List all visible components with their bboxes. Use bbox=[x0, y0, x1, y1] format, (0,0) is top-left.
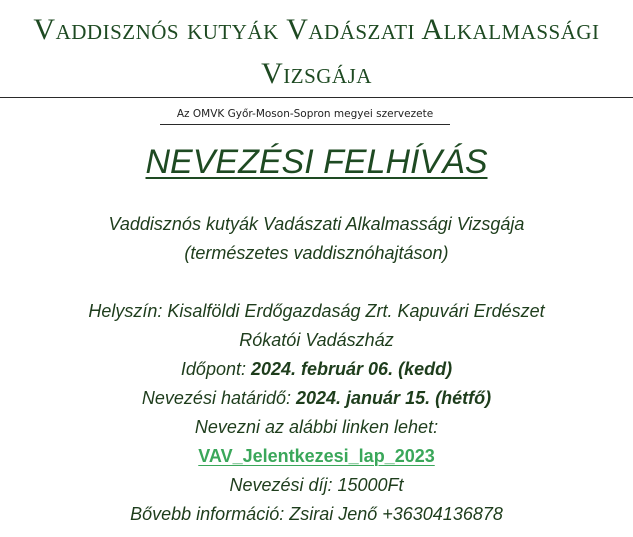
entry-deadline bbox=[0, 384, 633, 413]
registration-link-row bbox=[0, 442, 633, 471]
exam-note: (természetes vaddisznóhajtáson) bbox=[184, 243, 449, 263]
contact-info: Bővebb információ: Zsirai Jenő +36304136878 bbox=[130, 504, 503, 524]
location-line-1: Helyszín: Kisalföldi Erdőgazdaság Zrt. Kapuvári Erdészet bbox=[88, 301, 545, 321]
exam-description bbox=[0, 210, 633, 268]
entry-fee: Nevezési díj: 15000Ft bbox=[229, 475, 404, 495]
event-date-label: Időpont: bbox=[180, 359, 251, 379]
site-tagline bbox=[160, 104, 450, 125]
entry-deadline-value: 2024. január 15. (hétfő) bbox=[296, 388, 492, 408]
site-tagline-text: Az OMVK Győr-Moson-Sopron megyei szervezete bbox=[176, 108, 434, 120]
exam-name: Vaddisznós kutyák Vadászati Alkalmassági Vizsgája bbox=[108, 214, 525, 234]
site-title-line-1[interactable]: Vaddisznós kutyák Vadászati Alkalmassági bbox=[33, 13, 600, 46]
registration-form-link[interactable]: VAV_Jelentkezesi_lap_2023 bbox=[198, 446, 435, 466]
registration-intro: Nevezni az alábbi linken lehet: bbox=[194, 417, 439, 437]
event-details bbox=[0, 297, 633, 529]
event-date-value: 2024. február 06. (kedd) bbox=[250, 359, 453, 379]
site-title[interactable] bbox=[0, 8, 633, 96]
location-line-2: Rókatói Vadászház bbox=[239, 330, 394, 350]
site-header bbox=[0, 0, 633, 98]
entry-deadline-label: Nevezési határidő: bbox=[141, 388, 296, 408]
page-heading: NEVEZÉSI FELHÍVÁS bbox=[145, 143, 488, 181]
site-title-line-2[interactable]: Vizsgája bbox=[261, 57, 372, 90]
event-date bbox=[0, 355, 633, 384]
